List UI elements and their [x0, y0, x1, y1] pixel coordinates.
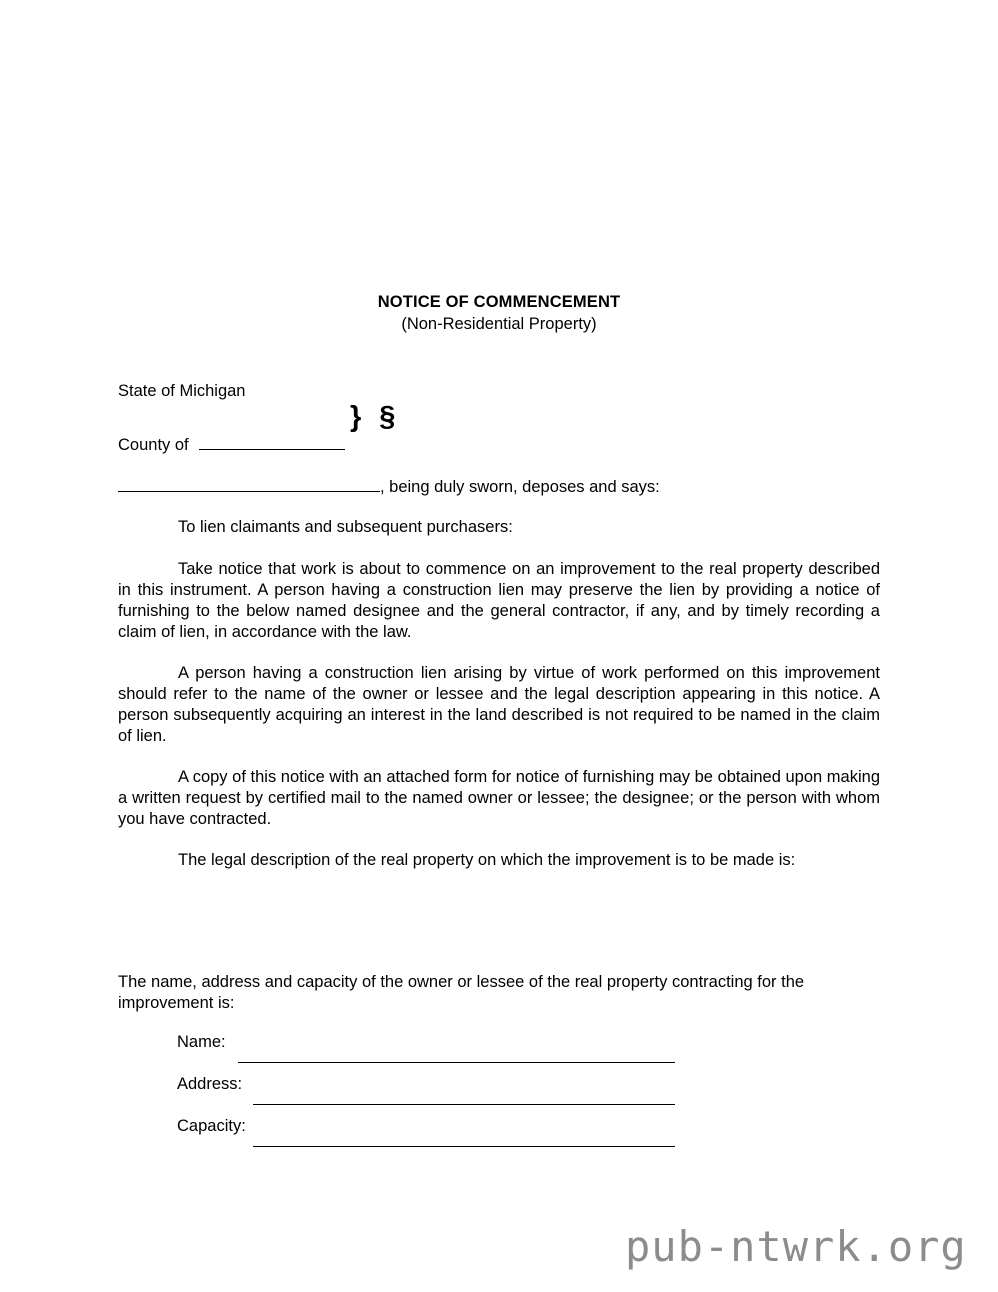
- body-text: [118, 517, 880, 891]
- page-subtitle: (Non-Residential Property): [401, 315, 597, 333]
- capacity-field-row: [177, 1117, 880, 1159]
- body-paragraph-1: Take notice that work is about to commence on an improvement to the real property described in this instrument. A person having a construction lien may preserve the lien by providing a notice of furnishing to the below named designee and the general contractor, if any, and by timely recording a claim of lien, in accordance with the law.: [118, 560, 880, 641]
- brace-icon: }: [350, 401, 362, 433]
- body-paragraph-3: A copy of this notice with an attached form for notice of furnishing may be obtained upon making a written request by certified mail to the named owner or lessee; the designee; or the person with whom you have contracted.: [118, 768, 880, 828]
- body-paragraph-4: The legal description of the real property on which the improvement is to be made is:: [178, 851, 796, 869]
- address-input-rule[interactable]: [253, 1104, 675, 1105]
- affiant-line: [118, 476, 880, 498]
- capacity-field-label: Capacity:: [177, 1117, 246, 1135]
- salutation-paragraph: To lien claimants and subsequent purchasers:: [178, 518, 513, 536]
- capacity-input-rule[interactable]: [253, 1146, 675, 1147]
- address-field-label: Address:: [177, 1075, 243, 1093]
- county-input-rule[interactable]: [199, 449, 345, 450]
- address-field-row: [177, 1075, 880, 1117]
- body-paragraph-2: A person having a construction lien arising by virtue of work performed on this improvement should refer to the name of the owner or lessee and the legal description appearing in this notice. A person subsequently acquiring an interest in the land described is not required to be named in the claim of lien.: [118, 664, 880, 745]
- owner-fields: [177, 1033, 880, 1159]
- name-input-rule[interactable]: [238, 1062, 675, 1063]
- affiant-input-rule[interactable]: [118, 491, 380, 492]
- section-symbol-icon: §: [379, 401, 396, 433]
- watermark: pub-ntwrk.org: [625, 1222, 967, 1271]
- affiant-sworn-text: , being duly sworn, deposes and says:: [380, 478, 660, 496]
- title-block: [118, 292, 880, 335]
- county-line: [118, 434, 345, 456]
- page-title: NOTICE OF COMMENCEMENT: [377, 293, 621, 311]
- venue-marks: [350, 400, 395, 434]
- county-label: County of: [118, 436, 189, 454]
- owner-section-intro: The name, address and capacity of the owner or lessee of the real property contracting for the improvement is:: [118, 973, 805, 1012]
- name-field-label: Name:: [177, 1033, 226, 1051]
- name-field-row: [177, 1033, 880, 1075]
- state-line: State of Michigan: [118, 382, 246, 400]
